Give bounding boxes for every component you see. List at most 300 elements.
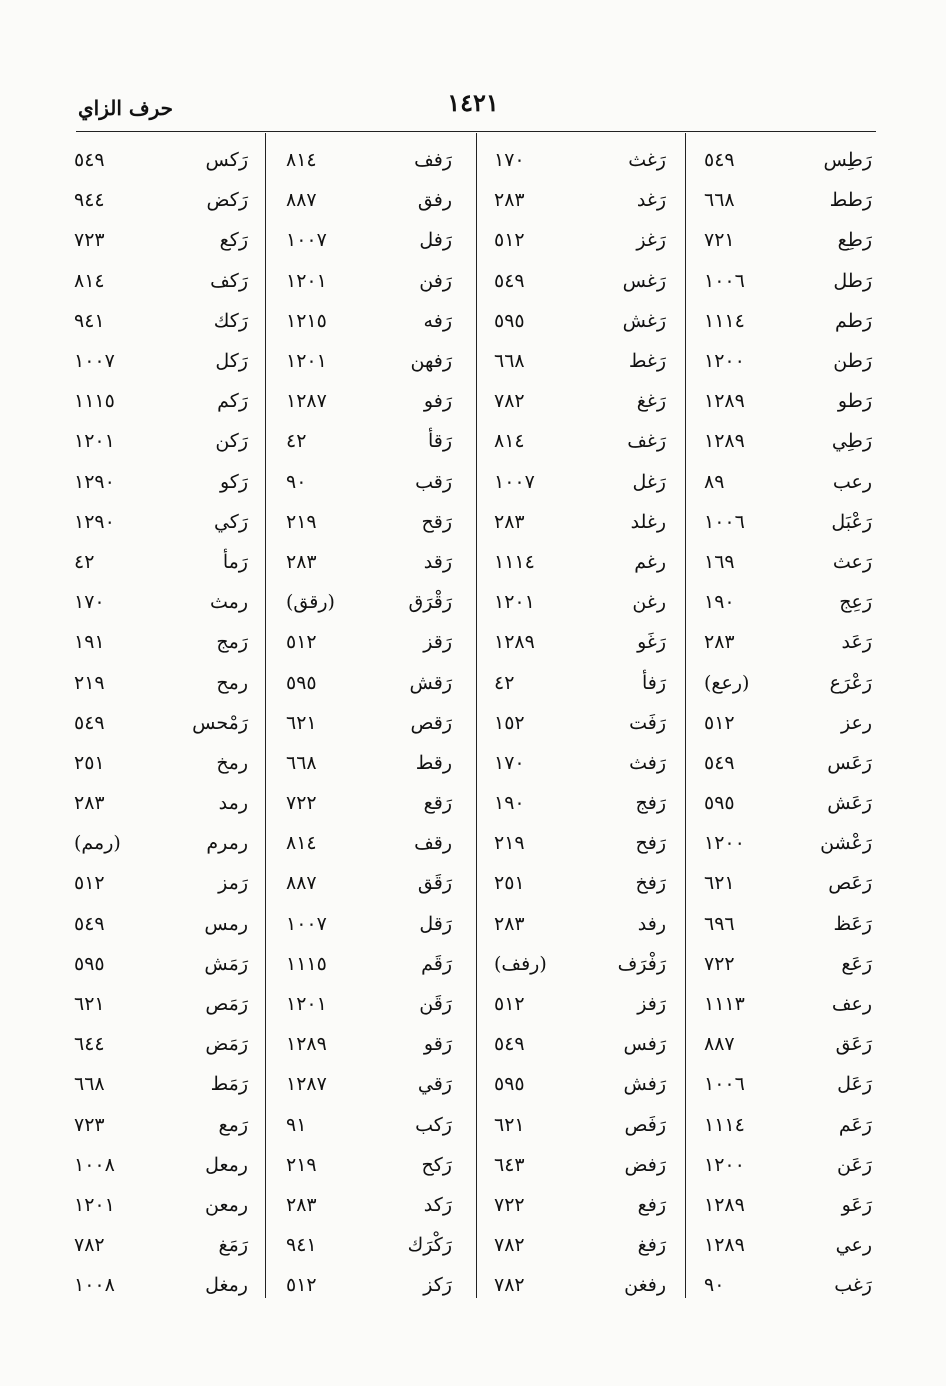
- entry-page-ref: ٥١٢: [74, 872, 105, 895]
- entry-page-ref: ٥١٢: [286, 1274, 317, 1297]
- entry-root-word: رَطط: [829, 189, 872, 212]
- index-entry: [494, 220, 666, 260]
- index-entry: [704, 662, 872, 702]
- entry-page-ref: ١١١٤: [704, 309, 745, 332]
- entry-page-ref: ٥٩٥: [704, 792, 735, 815]
- entry-root-word: رَقَن: [419, 993, 452, 1016]
- entry-page-ref: ١٠٠٦: [704, 510, 745, 533]
- entry-root-word: رَعَع: [841, 952, 872, 975]
- entry-root-word: رغلد: [630, 510, 666, 533]
- entry-page-ref: ٢٥١: [74, 751, 105, 774]
- entry-root-word: رَفغ: [637, 1234, 666, 1257]
- index-entry: [704, 582, 872, 622]
- index-entry: [74, 462, 248, 502]
- index-entry: [74, 542, 248, 582]
- entry-page-ref: ٥١٢: [704, 711, 735, 734]
- entry-root-word: رفغن: [624, 1274, 666, 1297]
- entry-root-word: رَطل: [833, 269, 872, 292]
- entry-root-word: رمث: [209, 591, 248, 614]
- entry-root-word: رَفف: [414, 149, 452, 172]
- entry-page-ref: ٧٨٢: [494, 1234, 525, 1257]
- index-entry: [286, 301, 452, 341]
- entry-root-word: رَقل: [419, 912, 452, 935]
- entry-page-ref: ٦٦٨: [286, 751, 317, 774]
- index-entry: [74, 863, 248, 903]
- entry-page-ref: ٩٠: [286, 470, 307, 493]
- entry-page-ref: ١٢٨٩: [704, 1234, 745, 1257]
- entry-page-ref: ١٧٠: [74, 591, 105, 614]
- entry-root-word: رَقَق: [417, 872, 452, 895]
- entry-root-word: رَعَد: [841, 631, 872, 654]
- entry-page-ref: ٥٤٩: [704, 149, 735, 172]
- entry-page-ref: ١٠٠٧: [494, 470, 535, 493]
- entry-page-ref: ١٢٠١: [494, 591, 535, 614]
- entry-root-word: رمعل: [205, 1153, 248, 1176]
- entry-page-ref: ٢٨٣: [494, 510, 525, 533]
- entry-root-word: رَغث: [628, 149, 666, 172]
- index-entry: [494, 622, 666, 662]
- entry-page-ref: ١٢٠١: [286, 993, 327, 1016]
- index-entry: [494, 542, 666, 582]
- entry-root-word: رمعن: [205, 1193, 248, 1216]
- entry-root-word: رمد: [218, 792, 248, 815]
- index-entry: [286, 1105, 452, 1145]
- index-entry: [704, 220, 872, 260]
- index-entry: [704, 783, 872, 823]
- index-entry: [704, 622, 872, 662]
- index-entry: [74, 261, 248, 301]
- entry-page-ref: ٦٩٦: [704, 912, 735, 935]
- index-entry: [74, 1064, 248, 1104]
- entry-root-word: رفد: [637, 912, 666, 935]
- entry-root-word: رَقي: [417, 1073, 452, 1096]
- entry-root-word: رَكس: [205, 149, 248, 172]
- index-entry: [704, 462, 872, 502]
- entry-page-ref: ١٠٠٦: [704, 1073, 745, 1096]
- entry-root-word: رَفع: [637, 1193, 666, 1216]
- entry-page-ref: ٢٨٣: [74, 792, 105, 815]
- entry-page-ref: ٦٤٤: [74, 1033, 105, 1056]
- entry-page-ref: ٥٤٩: [704, 751, 735, 774]
- entry-page-ref: ٥٤٩: [74, 149, 105, 172]
- entry-page-ref: ٩٤٤: [74, 189, 105, 212]
- entry-page-ref: ٧٢٢: [704, 952, 735, 975]
- index-entry: [704, 180, 872, 220]
- entry-page-ref: ٥٤٩: [494, 1033, 525, 1056]
- entry-page-ref: ٢٨٣: [286, 550, 317, 573]
- entry-page-ref: (رعع): [704, 671, 750, 694]
- entry-root-word: رمرم: [206, 832, 248, 855]
- index-entry: [704, 261, 872, 301]
- entry-root-word: رَمز: [218, 872, 248, 895]
- index-entry: [74, 743, 248, 783]
- entry-page-ref: ١٢٠١: [74, 430, 115, 453]
- entry-root-word: رَكم: [217, 390, 248, 413]
- index-entry: [286, 662, 452, 702]
- index-entry: [704, 1064, 872, 1104]
- index-entry: [74, 582, 248, 622]
- entry-root-word: رَفأ: [641, 671, 666, 694]
- entry-root-word: رقط: [415, 751, 452, 774]
- section-title: حرف الزاي: [78, 96, 173, 120]
- entry-page-ref: ١٥٢: [494, 711, 525, 734]
- header-rule: [76, 131, 876, 132]
- index-entry: [74, 421, 248, 461]
- index-entry: [74, 1145, 248, 1185]
- entry-page-ref: ٢١٩: [74, 671, 105, 694]
- index-entry: [704, 984, 872, 1024]
- entry-root-word: رَمَص: [205, 993, 248, 1016]
- entry-page-ref: ١٢٨٩: [494, 631, 535, 654]
- entry-page-ref: ٩٠: [704, 1274, 725, 1297]
- entry-root-word: رَغس: [622, 269, 666, 292]
- entry-page-ref: ١٧٠: [494, 751, 525, 774]
- entry-root-word: رَعَم: [838, 1113, 872, 1136]
- entry-root-word: رَكب: [415, 1113, 452, 1136]
- entry-root-word: رَكع: [219, 229, 248, 252]
- index-entry: [704, 542, 872, 582]
- index-entry: [286, 261, 452, 301]
- entry-root-word: رَمع: [218, 1113, 248, 1136]
- index-entry: [74, 904, 248, 944]
- entry-root-word: رَقو: [423, 1033, 452, 1056]
- index-entry: [286, 1024, 452, 1064]
- index-entry: [286, 622, 452, 662]
- entry-root-word: رَطو: [837, 390, 872, 413]
- index-entry: [494, 341, 666, 381]
- index-entry: [286, 1064, 452, 1104]
- index-entry: [286, 180, 452, 220]
- index-entry: [286, 502, 452, 542]
- entry-page-ref: ١٠٠٧: [74, 350, 115, 373]
- index-entry: [494, 502, 666, 542]
- index-entry: [286, 743, 452, 783]
- index-entry: [74, 783, 248, 823]
- entry-root-word: رَفل: [419, 229, 452, 252]
- entry-root-word: رَعَظ: [833, 912, 872, 935]
- entry-page-ref: ١٢٩٠: [74, 470, 115, 493]
- entry-page-ref: ٦٤٣: [494, 1153, 525, 1176]
- entry-root-word: رَكي: [213, 510, 248, 533]
- entry-page-ref: ٢٨٣: [286, 1193, 317, 1216]
- entry-root-word: رَعْبَل: [831, 510, 872, 533]
- entry-root-word: رَعَس: [827, 751, 872, 774]
- entry-page-ref: ١٩٠: [704, 591, 735, 614]
- entry-root-word: رَغل: [632, 470, 666, 493]
- entry-root-word: رَمْحس: [192, 711, 248, 734]
- index-entry: [494, 1024, 666, 1064]
- entry-root-word: رَعث: [832, 550, 872, 573]
- index-entry: [704, 863, 872, 903]
- entry-page-ref: ١٢٠٠: [704, 350, 745, 373]
- index-entry: [494, 180, 666, 220]
- index-entry: [286, 1265, 452, 1305]
- entry-page-ref: ١٢٠٠: [704, 832, 745, 855]
- entry-page-ref: ٢٨٣: [704, 631, 735, 654]
- index-entry: [74, 301, 248, 341]
- entry-page-ref: ١٠٠٦: [704, 269, 745, 292]
- entry-page-ref: ١٠٠٨: [74, 1274, 115, 1297]
- entry-page-ref: ١٠٠٨: [74, 1153, 115, 1176]
- entry-root-word: رَطِس: [823, 149, 872, 172]
- entry-page-ref: ١١١٥: [74, 390, 115, 413]
- entry-root-word: رَفس: [623, 1033, 666, 1056]
- entry-page-ref: ١٩١: [74, 631, 105, 654]
- entry-page-ref: ٧٢١: [704, 229, 735, 252]
- entry-root-word: رَفض: [624, 1153, 666, 1176]
- entry-page-ref: ٢١٩: [494, 832, 525, 855]
- entry-page-ref: ٨١٤: [494, 430, 525, 453]
- entry-root-word: رَقش: [409, 671, 452, 694]
- index-entry: [286, 1185, 452, 1225]
- index-entry: [74, 703, 248, 743]
- entry-root-word: رَغغ: [636, 390, 666, 413]
- index-entry: [704, 381, 872, 421]
- entry-root-word: رَمَش: [204, 952, 248, 975]
- entry-page-ref: ٥١٢: [494, 229, 525, 252]
- index-entry: [494, 381, 666, 421]
- entry-root-word: رَكك: [213, 309, 248, 332]
- entry-root-word: رَمج: [216, 631, 248, 654]
- index-entry: [704, 301, 872, 341]
- index-entry: [704, 502, 872, 542]
- entry-page-ref: ١٠٠٧: [286, 229, 327, 252]
- entry-root-word: رَكْرَك: [407, 1234, 452, 1257]
- entry-root-word: رَفهن: [410, 350, 452, 373]
- entry-page-ref: ١١١٤: [704, 1113, 745, 1136]
- entry-root-word: رَقع: [423, 792, 452, 815]
- entry-page-ref: ٢١٩: [286, 510, 317, 533]
- entry-page-ref: ١٧٠: [494, 149, 525, 172]
- entry-root-word: رَفن: [419, 269, 452, 292]
- entry-root-word: رَعَو: [841, 1193, 872, 1216]
- index-entry: [494, 662, 666, 702]
- index-column-3: [286, 140, 452, 1306]
- entry-root-word: رَفح: [635, 832, 666, 855]
- entry-root-word: رَكض: [206, 189, 248, 212]
- index-entry: [74, 220, 248, 260]
- entry-root-word: رَعَق: [835, 1033, 872, 1056]
- entry-root-word: رعف: [831, 993, 872, 1016]
- entry-page-ref: ١٢٨٩: [704, 430, 745, 453]
- index-entry: [286, 140, 452, 180]
- entry-page-ref: ٧٨٢: [494, 1274, 525, 1297]
- entry-page-ref: ١٢٠٠: [704, 1153, 745, 1176]
- index-entry: [286, 341, 452, 381]
- entry-page-ref: ٥١٢: [494, 993, 525, 1016]
- index-entry: [74, 1265, 248, 1305]
- entry-page-ref: (رقق): [286, 591, 335, 614]
- index-entry: [74, 502, 248, 542]
- index-entry: [494, 1225, 666, 1265]
- entry-page-ref: ٥٤٩: [494, 269, 525, 292]
- entry-page-ref: ٢٨٣: [494, 912, 525, 935]
- index-entry: [704, 140, 872, 180]
- index-entry: [704, 703, 872, 743]
- entry-root-word: رَكل: [215, 350, 248, 373]
- index-entry: [74, 944, 248, 984]
- index-entry: [286, 823, 452, 863]
- entry-page-ref: ١٢٨٩: [286, 1033, 327, 1056]
- index-entry: [494, 743, 666, 783]
- entry-root-word: رَمَض: [205, 1033, 248, 1056]
- index-entry: [286, 904, 452, 944]
- entry-page-ref: (رفف): [494, 952, 547, 975]
- entry-page-ref: ١٢٠١: [286, 350, 327, 373]
- index-entry: [74, 180, 248, 220]
- entry-root-word: رَقْرَق: [408, 591, 452, 614]
- entry-page-ref: ١٩٠: [494, 792, 525, 815]
- index-entry: [704, 341, 872, 381]
- entry-page-ref: ١٢٠١: [74, 1193, 115, 1216]
- entry-root-word: رَكو: [219, 470, 248, 493]
- entry-root-word: رَعَن: [837, 1153, 872, 1176]
- entry-root-word: رَفث: [629, 751, 666, 774]
- entry-root-word: رَفخ: [635, 872, 666, 895]
- entry-root-word: رغن: [632, 591, 666, 614]
- index-entry: [74, 662, 248, 702]
- entry-root-word: رَعَل: [837, 1073, 872, 1096]
- index-entry: [494, 823, 666, 863]
- entry-page-ref: ٢١٩: [286, 1153, 317, 1176]
- entry-page-ref: ٤٢: [286, 430, 307, 453]
- index-entry: [704, 743, 872, 783]
- entry-root-word: رَغب: [834, 1274, 872, 1297]
- index-entry: [704, 1185, 872, 1225]
- entry-root-word: رَفَص: [624, 1113, 666, 1136]
- entry-page-ref: ١١١٥: [286, 952, 327, 975]
- index-entry: [286, 1145, 452, 1185]
- index-entry: [494, 421, 666, 461]
- entry-root-word: رَقح: [421, 510, 452, 533]
- index-entry: [494, 984, 666, 1024]
- index-entry: [74, 341, 248, 381]
- index-entry: [286, 783, 452, 823]
- entry-page-ref: ١١١٤: [494, 550, 535, 573]
- entry-page-ref: (رمم): [74, 832, 121, 855]
- entry-page-ref: ١٢٨٧: [286, 390, 327, 413]
- index-entry: [494, 1064, 666, 1104]
- index-entry: [494, 1265, 666, 1305]
- entry-page-ref: ٦٦٨: [74, 1073, 105, 1096]
- entry-page-ref: ٨١٤: [74, 269, 105, 292]
- entry-root-word: رَغز: [636, 229, 666, 252]
- index-entry: [704, 1024, 872, 1064]
- entry-root-word: رَطم: [835, 309, 872, 332]
- entry-root-word: رعي: [835, 1234, 872, 1257]
- index-entry: [704, 823, 872, 863]
- entry-page-ref: ٩٤١: [286, 1234, 317, 1257]
- entry-root-word: رَقب: [415, 470, 452, 493]
- index-entry: [494, 1185, 666, 1225]
- index-entry: [74, 1225, 248, 1265]
- index-entry: [494, 904, 666, 944]
- entry-page-ref: ٨١٤: [286, 149, 317, 172]
- entry-root-word: رفق: [417, 189, 452, 212]
- index-entry: [74, 381, 248, 421]
- entry-page-ref: ٢٥١: [494, 872, 525, 895]
- column-divider: [685, 133, 686, 1298]
- index-column-2: [494, 140, 666, 1306]
- entry-root-word: رمح: [216, 671, 248, 694]
- entry-page-ref: ٢٨٣: [494, 189, 525, 212]
- entry-page-ref: ٨٨٧: [286, 872, 317, 895]
- entry-page-ref: ١٠٠٧: [286, 912, 327, 935]
- entry-root-word: رَقز: [423, 631, 452, 654]
- index-entry: [494, 140, 666, 180]
- entry-page-ref: ٥١٢: [286, 631, 317, 654]
- index-entry: [286, 381, 452, 421]
- entry-root-word: رَغد: [636, 189, 666, 212]
- entry-root-word: رَفو: [423, 390, 452, 413]
- entry-page-ref: ١٦٩: [704, 550, 735, 573]
- index-entry: [704, 1225, 872, 1265]
- entry-page-ref: ٨٨٧: [704, 1033, 735, 1056]
- entry-root-word: رَعِج: [839, 591, 872, 614]
- index-entry: [286, 582, 452, 622]
- index-entry: [494, 863, 666, 903]
- entry-page-ref: ٥٤٩: [74, 912, 105, 935]
- entry-page-ref: ١٢٩٠: [74, 510, 115, 533]
- index-entry: [74, 1024, 248, 1064]
- entry-page-ref: ٤٢: [74, 550, 95, 573]
- entry-root-word: رَغش: [622, 309, 666, 332]
- index-entry: [494, 783, 666, 823]
- entry-page-ref: ٦٢١: [704, 872, 735, 895]
- index-entry: [494, 261, 666, 301]
- index-entry: [74, 622, 248, 662]
- entry-root-word: رَكز: [423, 1274, 452, 1297]
- index-entry: [286, 462, 452, 502]
- entry-page-ref: ٦٦٨: [704, 189, 735, 212]
- index-entry: [494, 1105, 666, 1145]
- index-entry: [704, 1145, 872, 1185]
- index-entry: [286, 542, 452, 582]
- entry-root-word: رَقص: [410, 711, 452, 734]
- entry-root-word: رَفش: [623, 1073, 666, 1096]
- entry-page-ref: ١٢١٥: [286, 309, 327, 332]
- index-column-4: [74, 140, 248, 1306]
- entry-root-word: رَعَش: [827, 792, 872, 815]
- index-entry: [286, 703, 452, 743]
- entry-page-ref: ٦٢١: [494, 1113, 525, 1136]
- index-entry: [704, 421, 872, 461]
- entry-page-ref: ٨١٤: [286, 832, 317, 855]
- entry-page-ref: ٧٢٣: [74, 1113, 105, 1136]
- entry-root-word: رَطِي: [831, 430, 872, 453]
- entry-page-ref: ١٢٨٧: [286, 1073, 327, 1096]
- entry-page-ref: ٦٢١: [74, 993, 105, 1016]
- index-entry: [494, 462, 666, 502]
- entry-page-ref: ٩٤١: [74, 309, 105, 332]
- entry-page-ref: ٥٩٥: [74, 952, 105, 975]
- index-entry: [74, 140, 248, 180]
- index-entry: [704, 1105, 872, 1145]
- entry-page-ref: ٨٨٧: [286, 189, 317, 212]
- index-entry: [74, 984, 248, 1024]
- entry-root-word: رَفه: [423, 309, 452, 332]
- entry-root-word: رَعْشن: [820, 832, 872, 855]
- entry-root-word: رَفْرَف: [617, 952, 666, 975]
- entry-root-word: رَقَم: [421, 952, 452, 975]
- entry-page-ref: ٥٩٥: [494, 1073, 525, 1096]
- entry-page-ref: ٧٨٢: [494, 390, 525, 413]
- entry-root-word: رمخ: [216, 751, 248, 774]
- index-entry: [286, 984, 452, 1024]
- entry-page-ref: ١١١٣: [704, 993, 745, 1016]
- entry-page-ref: ١٢٨٩: [704, 390, 745, 413]
- index-entry: [494, 703, 666, 743]
